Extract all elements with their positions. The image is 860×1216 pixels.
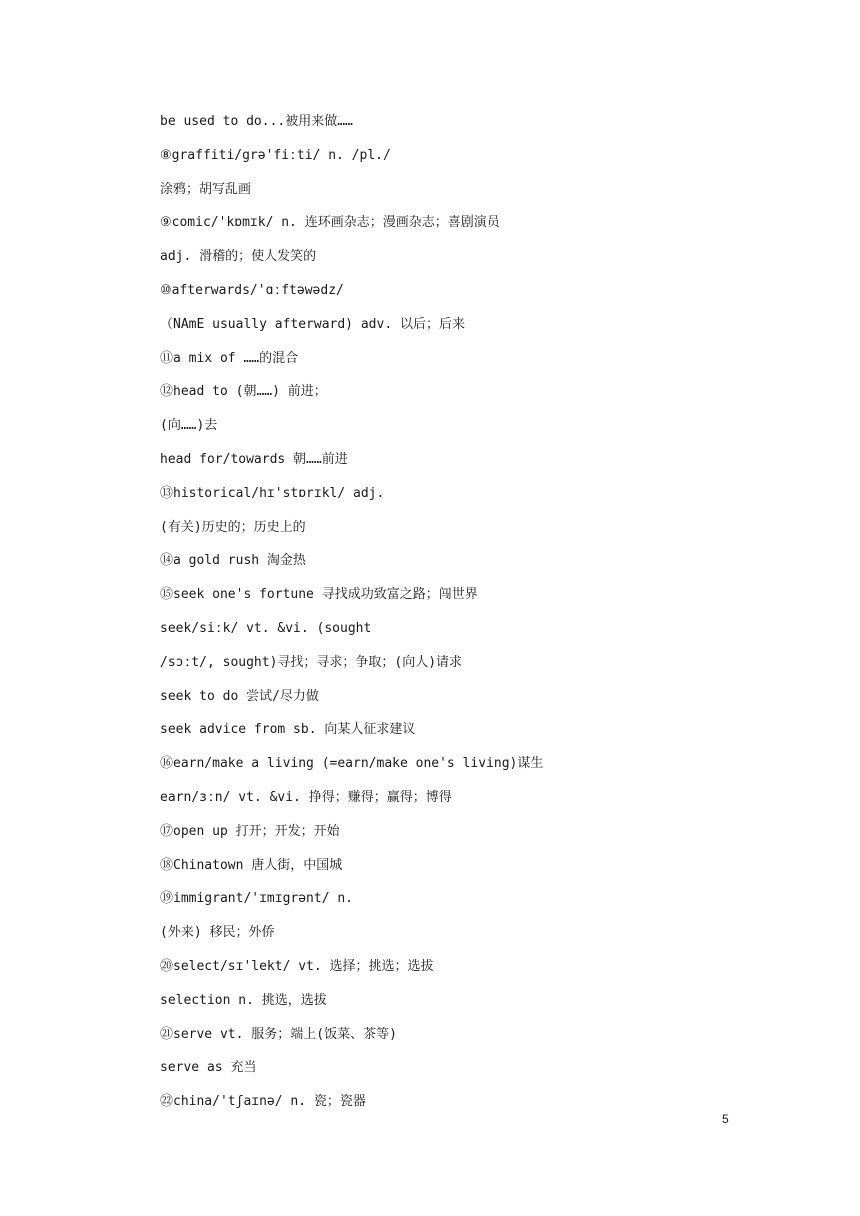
text-line: earn/ɜːn/ vt. &vi. 挣得；赚得；赢得；博得 — [160, 789, 452, 805]
text-line: ⑰open up 打开；开发；开始 — [160, 823, 340, 839]
text-line: /sɔːt/, sought)寻找；寻求；争取；(向人)请求 — [160, 654, 463, 670]
text-line: ㉑serve vt. 服务；端上(饭菜、茶等) — [160, 1026, 397, 1042]
text-line: seek advice from sb. 向某人征求建议 — [160, 722, 416, 738]
text-line: serve as 充当 — [160, 1060, 257, 1076]
text-line: (有关)历史的；历史上的 — [160, 519, 306, 535]
text-line: （NAmE usually afterward) adv. 以后；后来 — [160, 316, 465, 332]
text-line: ⑭a gold rush 淘金热 — [160, 553, 306, 569]
page-number: 5 — [722, 1112, 729, 1126]
text-line: ⑱Chinatown 唐人街，中国城 — [160, 857, 343, 873]
text-line: ⑪a mix of ……的混合 — [160, 350, 299, 366]
text-line: selection n. 挑选，选拔 — [160, 992, 327, 1008]
text-line: ⑫head to (朝……) 前进； — [160, 384, 327, 400]
text-line: ⑨comic/'kɒmɪk/ n. 连环画杂志；漫画杂志；喜剧演员 — [160, 215, 500, 231]
text-line: be used to do...被用来做…… — [160, 114, 353, 129]
text-line: ⑯earn/make a living (=earn/make one's living)谋生 — [160, 756, 544, 772]
text-line: ⑬historical/hɪ'stɒrɪkl/ adj. — [160, 485, 385, 501]
text-line: ㉒china/'tʃaɪnə/ n. 瓷；瓷器 — [160, 1094, 366, 1110]
vocabulary-list — [160, 110, 780, 1124]
text-line: seek to do 尝试/尽力做 — [160, 688, 319, 704]
text-line: ⑳select/sɪ'lekt/ vt. 选择；挑选；选拔 — [160, 958, 434, 974]
text-line: (向……)去 — [160, 418, 218, 434]
text-line: adj. 滑稽的；使人发笑的 — [160, 249, 317, 265]
text-line: ⑮seek one's fortune 寻找成功致富之路；闯世界 — [160, 587, 478, 603]
text-line: (外来) 移民；外侨 — [160, 925, 275, 941]
text-line: ⑧graffiti/grə'fiːti/ n. /pl./ — [160, 147, 391, 163]
text-line: ⑲immigrant/'ɪmɪgrənt/ n. — [160, 891, 354, 907]
text-line: 涂鸦；胡写乱画 — [160, 181, 252, 197]
text-line: seek/siːk/ vt. &vi. (sought — [160, 620, 372, 636]
text-line: ⑩afterwards/'ɑːftəwədz/ — [160, 282, 344, 298]
text-line: head for/towards 朝……前进 — [160, 451, 348, 467]
